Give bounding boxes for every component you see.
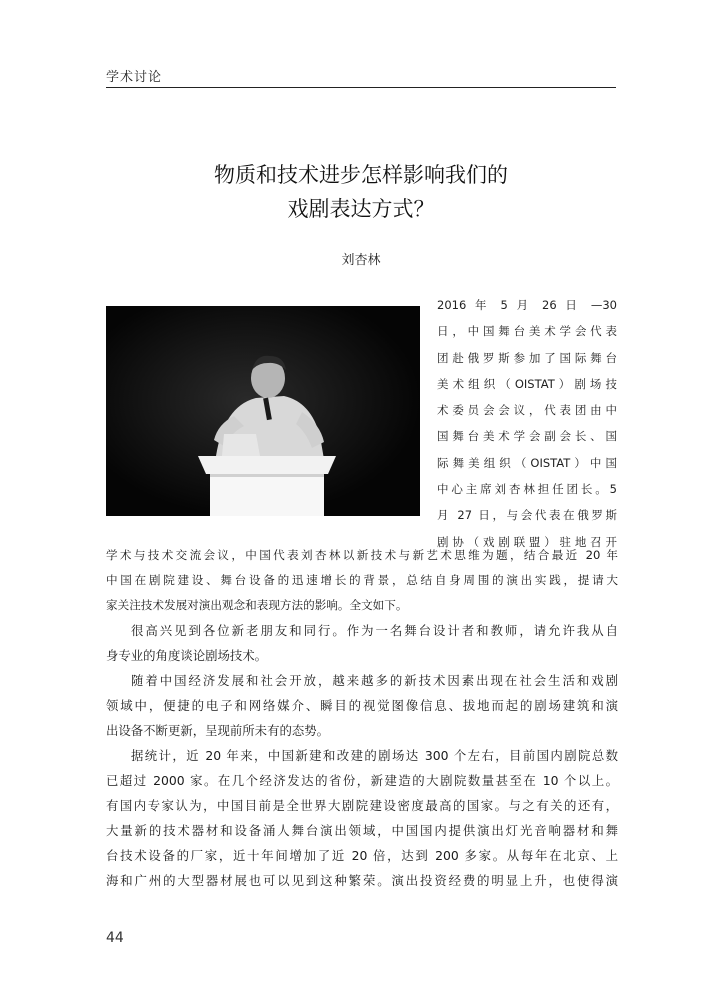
- side-text-line: 国舞台美术学会副会长、国: [437, 429, 617, 444]
- page-number: 44: [106, 930, 124, 946]
- side-text-line: 术委员会会议，代表团由中: [437, 403, 617, 418]
- title-line-2: 戏剧表达方式？: [287, 197, 435, 221]
- body-text-line: 身专业的角度谈论剧场技术。: [106, 648, 268, 663]
- body-text-line: 有国内专家认为，中国目前是全世界大剧院建设密度最高的国家。与之有关的还有，: [106, 798, 618, 813]
- title-line-1: 物质和技术进步怎样影响我们的: [214, 163, 508, 187]
- body-text-line: 家关注技术发展对演出观念和表现方法的影响。全文如下。: [106, 598, 408, 612]
- body-text-line: 领域中，便捷的电子和网络媒介、瞬目的视觉图像信息、拔地而起的剧场建筑和演: [106, 698, 618, 713]
- side-text-line: 月 27 日，与会代表在俄罗斯: [437, 508, 617, 523]
- header-divider: [106, 87, 616, 88]
- section-header: 学术讨论: [106, 70, 163, 85]
- body-text-line: 海和广州的大型器材展也可以见到这种繁荣。演出投资经费的明显上升，也使得演: [106, 873, 618, 888]
- side-text-line: 日，中国舞台美术学会代表: [437, 324, 617, 339]
- body-text-line: 台技术设备的厂家，近十年间增加了近 20 倍，达到 200 多家。从每年在北京、上: [106, 848, 618, 863]
- body-text-line: 中国在剧院建设、舞台设备的迅速增长的背景，总结自身周围的演出实践，提请大: [106, 573, 618, 587]
- side-text-line: 美术组织（OISTAT）剧场技: [437, 376, 617, 391]
- body-text-line: 随着中国经济发展和社会开放，越来越多的新技术因素出现在社会生活和戏剧: [131, 673, 618, 688]
- body-text-line: 出设备不断更新，呈现前所未有的态势。: [106, 723, 330, 738]
- side-text-line: 团赴俄罗斯参加了国际舞台: [437, 350, 617, 365]
- side-text-line: 2016 年 5 月 26 日 —30: [437, 298, 617, 312]
- side-text-line: 中心主席刘杏林担任团长。5: [437, 482, 617, 497]
- body-text-line: 据统计，近 20 年来，中国新建和改建的剧场达 300 个左右，目前国内剧院总数: [131, 748, 618, 763]
- body-text-line: 已超过 2000 家。在几个经济发达的省份，新建造的大剧院数量甚至在 10 个以上。: [106, 773, 618, 788]
- side-text-line: 剧协（戏剧联盟）驻地召开: [437, 534, 617, 549]
- side-text-line: 际舞美组织（OISTAT）中国: [437, 455, 617, 470]
- author-name: 刘杏林: [341, 253, 381, 268]
- article-body: [106, 543, 618, 893]
- speaker-photo: [106, 306, 420, 516]
- article-title: [106, 158, 616, 226]
- speaker-photo-graphic: [106, 306, 420, 516]
- body-text-line: 很高兴见到各位新老朋友和同行。作为一名舞台设计者和教师，请允许我从自: [131, 623, 618, 638]
- body-text-line: 大量新的技术器材和设备涌人舞台演出领域，中国国内提供演出灯光音响器材和舞: [106, 823, 618, 838]
- intro-side-text: [437, 292, 617, 555]
- body-text-line: 学术与技术交流会议，中国代表刘杏林以新技术与新艺术思维为题，结合最近 20 年: [106, 548, 618, 562]
